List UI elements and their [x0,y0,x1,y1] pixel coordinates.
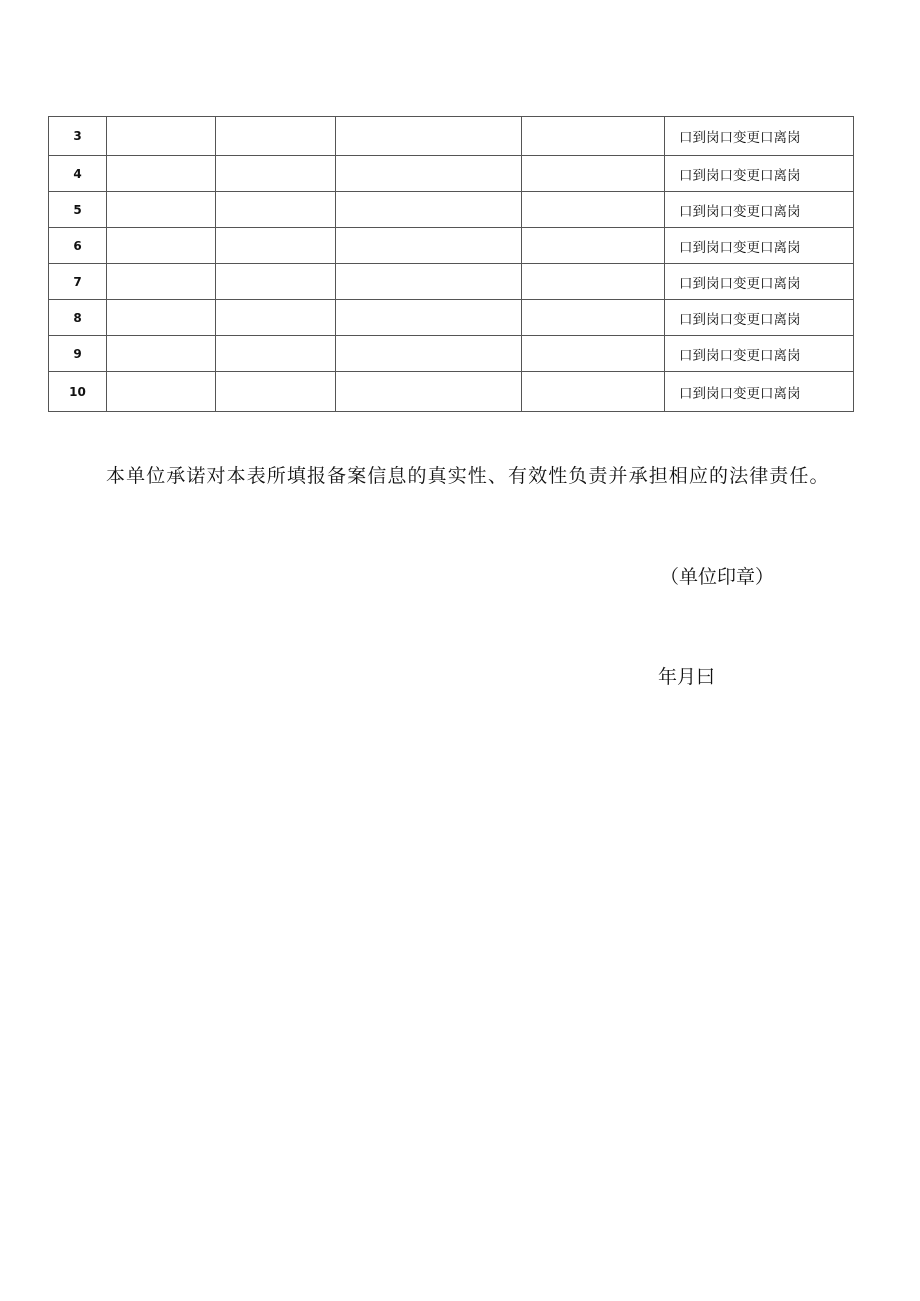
blank-cell [336,264,522,300]
blank-cell [107,228,216,264]
blank-cell [216,117,336,156]
blank-cell [336,336,522,372]
blank-cell [107,372,216,412]
blank-cell [522,192,665,228]
blank-cell [107,156,216,192]
row-number: 10 [49,372,107,412]
blank-cell [107,117,216,156]
status-options: 口到岗口变更口离岗 [665,156,854,192]
pledge-statement: 本单位承诺对本表所填报备案信息的真实性、有效性负责并承担相应的法律责任。 [106,465,830,487]
status-options: 口到岗口变更口离岗 [665,372,854,412]
seal-label: （单位印章） [660,566,775,588]
table-row [49,228,854,264]
blank-cell [216,228,336,264]
row-number: 5 [49,192,107,228]
status-options: 口到岗口变更口离岗 [665,192,854,228]
blank-cell [107,336,216,372]
table-row [49,336,854,372]
blank-cell [522,228,665,264]
table-row [49,117,854,156]
table-row [49,192,854,228]
blank-cell [336,300,522,336]
table-row [49,156,854,192]
blank-cell [107,192,216,228]
blank-cell [522,300,665,336]
date-label: 年月曰 [658,666,716,688]
status-options: 口到岗口变更口离岗 [665,264,854,300]
blank-cell [107,264,216,300]
blank-cell [336,156,522,192]
blank-cell [107,300,216,336]
status-options: 口到岗口变更口离岗 [665,336,854,372]
blank-cell [216,336,336,372]
blank-cell [336,228,522,264]
blank-cell [216,156,336,192]
row-number: 7 [49,264,107,300]
table-row [49,300,854,336]
table-row [49,264,854,300]
blank-cell [336,117,522,156]
blank-cell [216,264,336,300]
row-number: 9 [49,336,107,372]
blank-cell [216,372,336,412]
blank-cell [216,192,336,228]
blank-cell [522,117,665,156]
blank-cell [522,264,665,300]
blank-cell [336,192,522,228]
blank-cell [336,372,522,412]
blank-cell [522,372,665,412]
blank-cell [216,300,336,336]
row-number: 4 [49,156,107,192]
blank-cell [522,336,665,372]
row-number: 6 [49,228,107,264]
row-number: 8 [49,300,107,336]
table-row [49,372,854,412]
status-options: 口到岗口变更口离岗 [665,117,854,156]
status-options: 口到岗口变更口离岗 [665,300,854,336]
filing-table [48,116,854,412]
row-number: 3 [49,117,107,156]
blank-cell [522,156,665,192]
status-options: 口到岗口变更口离岗 [665,228,854,264]
